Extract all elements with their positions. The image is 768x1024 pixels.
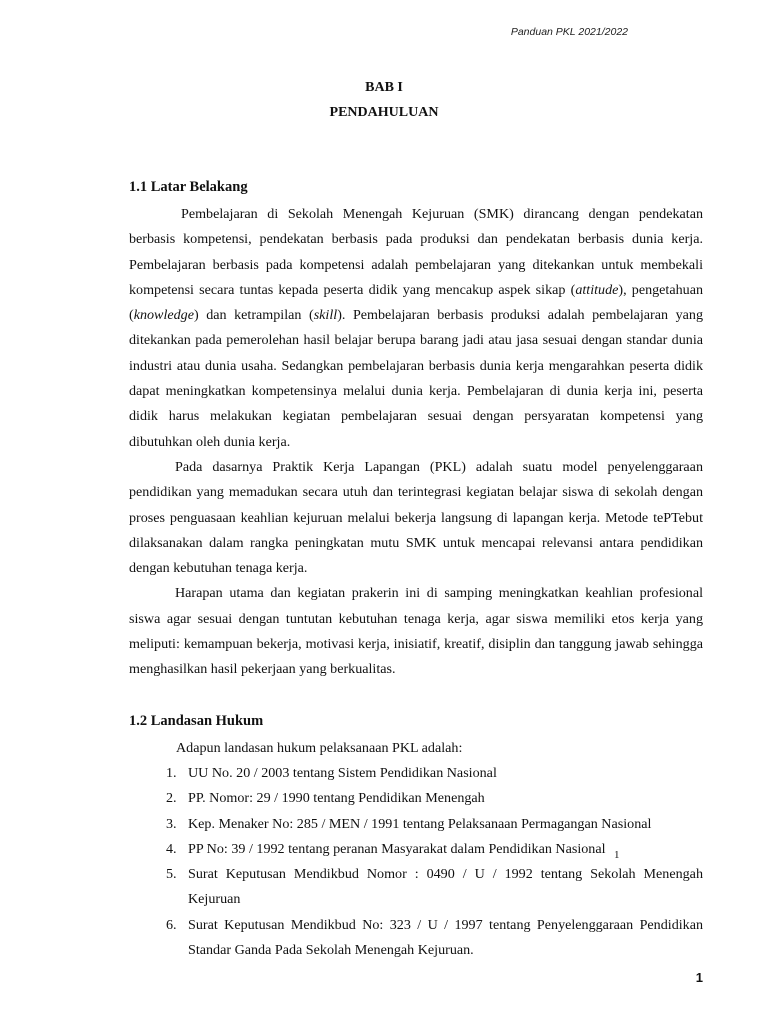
list-item-number: 5. (166, 866, 177, 883)
list-item-text: Surat Keputusan Mendikbud No: 323 / U / 1997 tentang Penyelenggaraan Pendidikan Standar Ganda Pada Sekolah Menengah Kejuruan. (188, 916, 703, 959)
list-item-number: 1. (166, 764, 177, 781)
list-item-text: PP. Nomor: 29 / 1990 tentang Pendidikan Menengah (188, 790, 485, 807)
list-item-text: Surat Keputusan Mendikbud Nomor : 0490 / U / 1992 tentang Sekolah Menengah Kejuruan (188, 866, 703, 908)
list-item (129, 761, 703, 786)
list-item-number: 3. (166, 815, 177, 832)
list-item-number: 2. (166, 790, 177, 807)
list-item-number: 6. (166, 916, 177, 933)
paragraph-text: ) dan ketrampilan ( (193, 307, 314, 324)
term-attitude: attitude (575, 281, 619, 298)
section-heading-landasan-hukum: 1.2 Landasan Hukum (129, 712, 264, 729)
paragraph-harapan-utama: Harapan utama dan kegiatan prakerin ini di samping meningkatkan keahlian profesional siswa agar sesuai dengan tuntutan kebutuhan tenaga kerja, agar siswa memiliki etos kerja yang meliputi: kemampuan bekerja, motivasi kerja, inisiatif, kreatif, disiplin dan tanggung jawab sehingga menghasilkan hasil pekerjaan yang berkualitas. (129, 585, 703, 678)
section-heading-latar-belakang: 1.1 Latar Belakang (129, 179, 248, 195)
paragraph-text: ), pengetahuan ( (129, 281, 703, 324)
list-item-number: 4. (166, 840, 177, 857)
landasan-intro: Adapun landasan hukum pelaksanaan PKL adalah: (176, 739, 463, 756)
stray-page-mark: 1 (614, 849, 620, 861)
list-item-text: UU No. 20 / 2003 tentang Sistem Pendidikan Nasional (188, 764, 497, 781)
term-knowledge: knowledge (133, 307, 194, 324)
list-item (129, 862, 703, 913)
section-gap (129, 683, 703, 711)
list-item-text: Kep. Menaker No: 285 / MEN / 1991 tentang Pelaksanaan Permagangan Nasional (188, 815, 652, 832)
paragraph-pembelajaran-smk (129, 202, 703, 455)
legal-basis-list (129, 761, 703, 963)
paragraph-text: ). Pembelajaran berbasis produksi adalah pembelajaran yang ditekankan pada pemerolehan hasil belajar berupa barang jadi atau jasa sesuai dengan standar dunia industri atau dunia usaha. Sedangkan pembelajaran berbasis dunia kerja mengarahkan peserta didik dapat meningkatkan kompetensinya melalui dunia kerja. Pembelajaran di dunia kerja ini, peserta didik harus melakukan kegiatan pembelajaran sesuai dengan persyaratan kompetensi yang dibutuhkan oleh dunia kerja. (129, 307, 703, 450)
term-skill: skill (313, 307, 338, 324)
list-item-text: PP No: 39 / 1992 tentang peranan Masyarakat dalam Pendidikan Nasional (188, 840, 606, 857)
list-item (129, 812, 703, 837)
running-header: Panduan PKL 2021/2022 (510, 26, 628, 38)
chapter-title: PENDAHULUAN (329, 105, 439, 120)
document-body (129, 177, 703, 963)
paragraph-pkl-definition: Pada dasarnya Praktik Kerja Lapangan (PKL) adalah suatu model penyelenggaraan pendidikan yang memadukan secara utuh dan terintegrasi kegiatan belajar siswa di sekolah dengan proses penguasaan keahlian kejuruan melalui bekerja langsung di lapangan kerja. Metode tePTebut dilaksanakan dalam rangka peningkatan mutu SMK untuk mencapai relevansi antara pendidikan dengan kebutuhan tenaga kerja. (129, 458, 703, 577)
chapter-number: BAB I (365, 80, 403, 95)
paragraph-text: Pembelajaran di Sekolah Menengah Kejuruan (SMK) dirancang dengan pendekatan berbasis kompetensi, pendekatan berbasis pada produksi dan pendekatan berbasis dunia kerja. Pembelajaran berbasis pada kompetensi adalah pembelajaran yang ditekankan untuk membekali kompetensi secara tuntas kepada peserta didik yang mencakup aspek sikap ( (129, 206, 703, 298)
page-number: 1 (695, 970, 703, 985)
list-item (129, 913, 703, 964)
list-item (129, 786, 703, 811)
